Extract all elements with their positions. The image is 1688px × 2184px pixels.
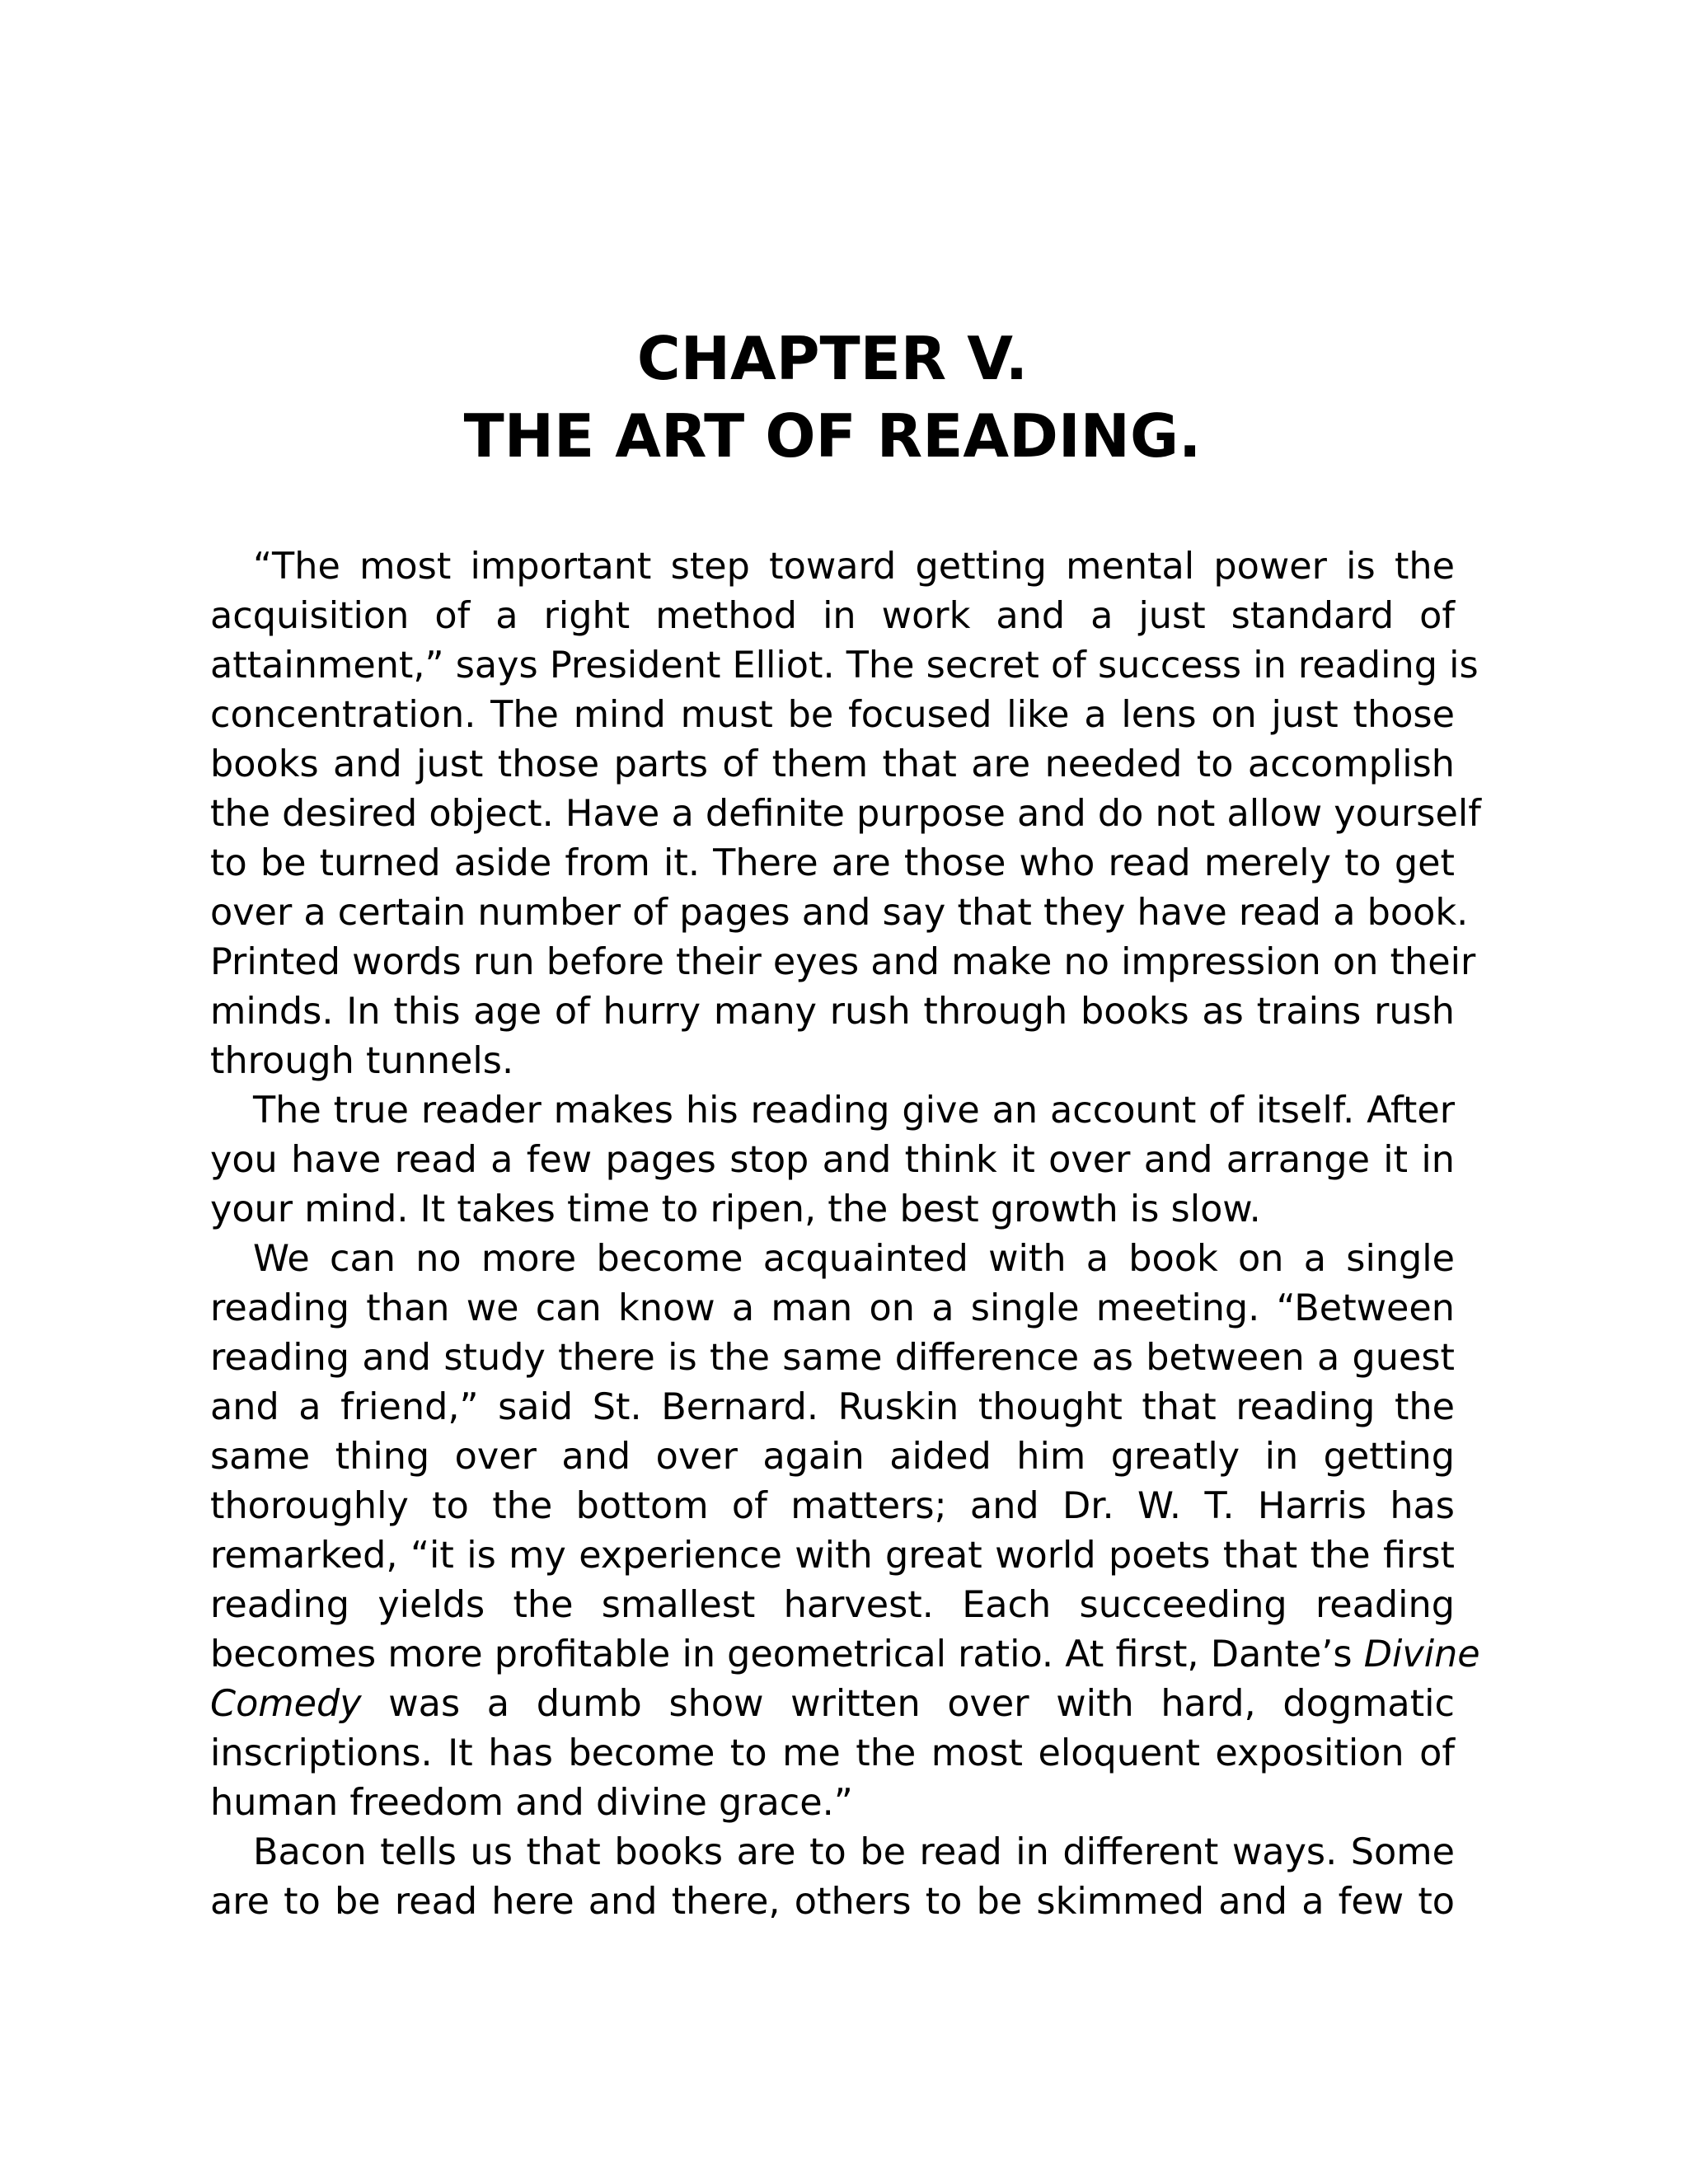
text-line: We can no more become acquainted with a book on a single — [253, 1238, 1455, 1280]
text-line: thoroughly to the bottom of matters; and Dr. W. T. Harris has — [210, 1485, 1455, 1527]
line-text: was a dumb show written over with hard, dogmatic — [388, 1683, 1455, 1725]
text-line-with-italic — [210, 1630, 1480, 1680]
text-line: through tunnels. — [210, 1040, 514, 1082]
text-line: remarked, “it is my experience with great world poets that the first — [210, 1535, 1455, 1577]
text-line: reading than we can know a man on a single meeting. “Between — [210, 1287, 1455, 1329]
text-line: “The most important step toward getting mental power is the — [253, 546, 1455, 588]
italic-title-word: Divine — [1363, 1633, 1480, 1675]
text-line: reading yields the smallest harvest. Each succeeding reading — [210, 1584, 1455, 1626]
text-line: and a friend,” said St. Bernard. Ruskin thought that reading the — [210, 1386, 1455, 1428]
text-line: your mind. It takes time to ripen, the best growth is slow. — [210, 1188, 1261, 1230]
paragraph-2 — [210, 1086, 1455, 1235]
line-text: becomes more profitable in geometrical ratio. At first, Dante’s — [210, 1633, 1353, 1675]
text-line: minds. In this age of hurry many rush through books as trains rush — [210, 991, 1455, 1033]
text-line: Printed words run before their eyes and make no impression on their — [210, 941, 1476, 983]
text-line: over a certain number of pages and say that they have read a book. — [210, 892, 1469, 934]
text-line: the desired object. Have a definite purpose and do not allow yourself — [210, 793, 1481, 835]
text-line: reading and study there is the same difference as between a guest — [210, 1337, 1455, 1379]
paragraph-4 — [210, 1828, 1455, 1927]
text-line: books and just those parts of them that are needed to accomplish — [210, 743, 1455, 785]
text-line: Bacon tells us that books are to be read in different ways. Some — [253, 1831, 1455, 1873]
text-line: attainment,” says President Elliot. The secret of success in reading is — [210, 644, 1479, 687]
text-line: concentration. The mind must be focused like a lens on just those — [210, 694, 1455, 736]
text-line: The true reader makes his reading give an account of itself. After — [253, 1090, 1455, 1132]
paragraph-3 — [210, 1235, 1480, 1828]
text-line: acquisition of a right method in work and a just standard of — [210, 595, 1455, 637]
text-line-with-italic — [210, 1680, 1455, 1729]
chapter-title: THE ART OF READING. — [463, 401, 1202, 471]
text-line: to be turned aside from it. There are those who read merely to get — [210, 842, 1455, 884]
chapter-body — [210, 542, 1481, 1927]
text-line: human freedom and divine grace.” — [210, 1782, 853, 1824]
paragraph-1 — [210, 542, 1481, 1086]
text-line: are to be read here and there, others to be skimmed and a few to — [210, 1881, 1455, 1923]
chapter-number: CHAPTER V. — [636, 324, 1029, 393]
text-line: inscriptions. It has become to me the most eloquent exposition of — [210, 1732, 1455, 1774]
chapter-heading — [210, 320, 1455, 475]
text-line: you have read a few pages stop and think it over and arrange it in — [210, 1139, 1455, 1181]
text-line: same thing over and over again aided him greatly in getting — [210, 1436, 1455, 1478]
italic-title-word: Comedy — [210, 1683, 362, 1725]
